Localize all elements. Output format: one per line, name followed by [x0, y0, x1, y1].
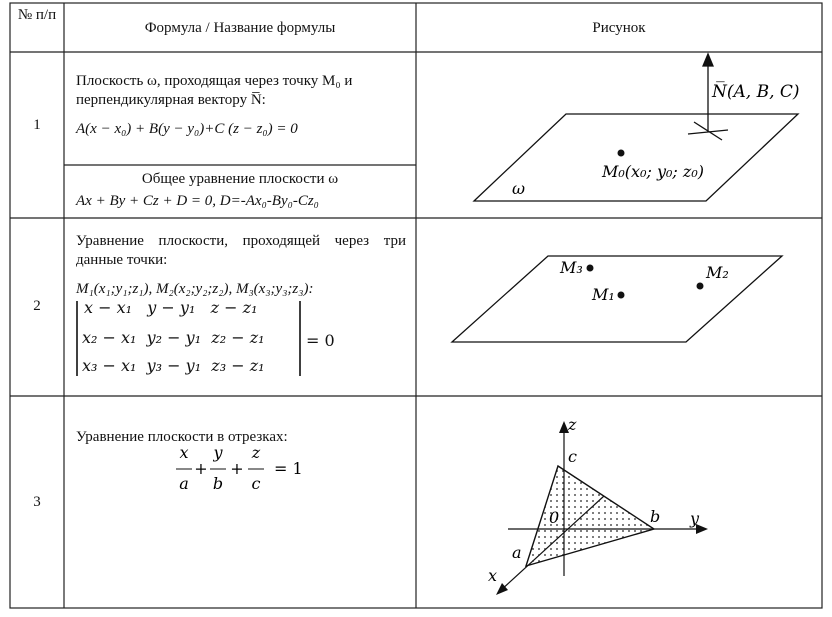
general-plane-formula: Ax + By + Cz + D = 0, D=-Ax₀-By₀-Cz₀: [76, 193, 319, 209]
normal-label: N̅(A, B, C): [712, 82, 800, 102]
fraction-denominator-c: c: [251, 474, 261, 493]
equals-one: = 1: [274, 459, 303, 478]
general-plane-title: Общее уравнение плоскости ω: [141, 171, 339, 187]
plane-omega-label: ω: [512, 179, 526, 198]
fraction-denominator-b: b: [212, 474, 224, 493]
point-m3: [587, 265, 594, 272]
three-point-plane-points: M₁(x₁;y₁;z₁), M₂(x₂;y₂;z₂), M₃(x₃;y₃;z₃):: [76, 281, 314, 297]
fraction-numerator-x: x: [179, 443, 189, 462]
determinant-row-1: x − x₁ y − y₁ z − z₁: [84, 298, 258, 317]
y-axis-label: y: [690, 509, 700, 528]
plane-point-normal-description: Плоскость ω, проходящая через точку M₀ и перпендикулярная вектору N̅:: [76, 73, 353, 108]
x-axis-label: x: [488, 566, 498, 585]
intercept-formula: [170, 442, 310, 496]
normal-vector-arrowhead: [703, 54, 713, 66]
plus-sign: +: [230, 459, 244, 478]
origin-label: 0: [549, 508, 560, 527]
point-m1: [618, 292, 625, 299]
intercept-b-label: b: [650, 507, 661, 526]
header-figure: Рисунок: [592, 20, 646, 36]
z-axis-label: z: [568, 415, 577, 434]
plus-sign: +: [194, 459, 208, 478]
intercept-a-label: a: [512, 543, 522, 562]
determinant-row-3: x₃ − x₁ y₃ − y₁ z₃ − z₁: [82, 356, 265, 375]
three-point-plane-description: Уравнение плоскости, проходящей через три данные точки:: [76, 233, 406, 268]
row-number: 2: [33, 298, 41, 314]
point-m0-label: M₀(x₀; y₀; z₀): [602, 162, 704, 181]
fraction-numerator-y: y: [213, 443, 223, 462]
figure-plane-normal: [416, 52, 822, 218]
intercept-c-label: c: [568, 447, 577, 466]
header-number: № п/п: [17, 7, 57, 23]
intercept-triangle: [526, 466, 654, 566]
header-formula: Формула / Название формулы: [144, 20, 336, 36]
point-m2: [697, 283, 704, 290]
figure-intercept-plane: [416, 396, 822, 608]
row-number: 3: [33, 494, 41, 510]
determinant-row-2: x₂ − x₁ y₂ − y₁ z₂ − z₁: [82, 328, 265, 347]
determinant-equals: = 0: [306, 331, 335, 350]
fraction-numerator-z: z: [251, 443, 261, 462]
point-m1-label: M₁: [592, 285, 615, 304]
point-m2-label: M₂: [706, 263, 729, 282]
row-number: 1: [33, 117, 41, 133]
fraction-denominator-a: a: [179, 474, 189, 493]
point-m0: [618, 150, 625, 157]
figure-three-points: [416, 218, 822, 396]
plane-point-normal-formula: A(x − x₀) + B(y − y₀)+C (z − z₀) = 0: [76, 121, 298, 137]
intercept-plane-description: Уравнение плоскости в отрезках:: [76, 429, 288, 445]
plane-parallelogram: [452, 256, 782, 342]
point-m3-label: M₃: [560, 258, 583, 277]
